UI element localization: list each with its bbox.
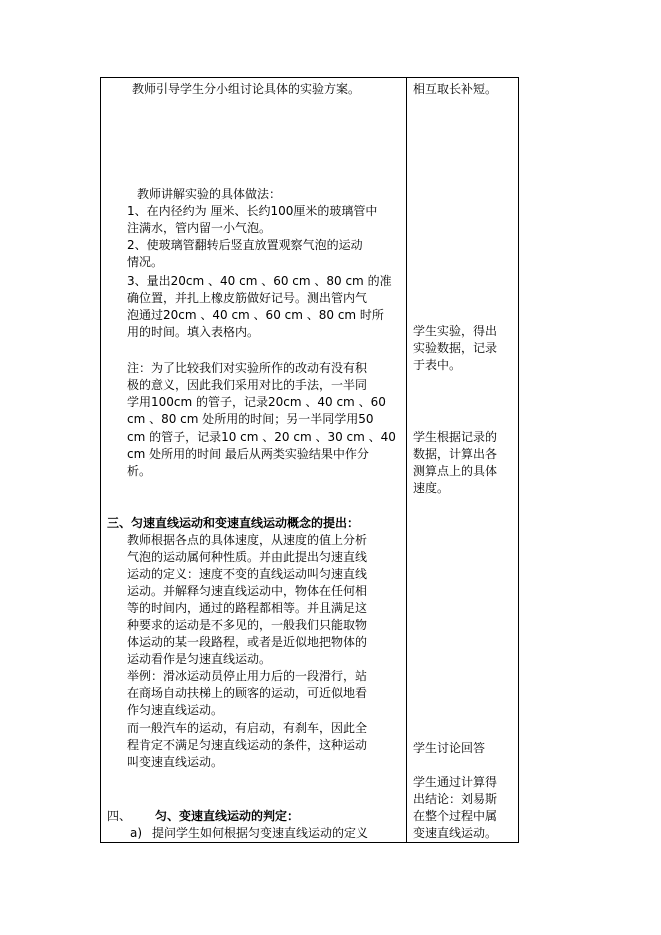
section-4-item-text: 提问学生如何根据匀变速直线运动的定义 [152,826,369,840]
method-line: 泡通过20cm 、40 cm 、60 cm 、80 cm 时所 [127,308,384,322]
method-line: 情况。 [127,255,164,269]
right-response-5-line: 变速直线运动。 [413,826,498,840]
method-line: 用的时间。填入表格内。 [127,325,260,339]
section-3-line: 气泡的运动属何种性质。并由此提出匀速直线 [127,550,368,564]
section-3-line: 教师根据各点的具体速度，从速度的值上分析 [127,533,368,547]
right-response-2-line: 于表中。 [413,358,462,372]
method-heading: 教师讲解实验的具体做法： [137,187,282,201]
right-response-3-line: 速度。 [413,481,450,495]
note-line: 学用100cm 的管子，记录20cm 、40 cm 、60 [127,395,386,409]
column-divider [406,77,407,843]
right-response-2-line: 学生实验，得出 [413,324,498,338]
right-response-3-line: 测算点上的具体 [413,464,498,478]
note-line: cm 的管子，记录10 cm 、20 cm 、30 cm 、40 [127,430,396,444]
right-response-2-line: 实验数据，记录 [413,341,498,355]
method-line: 3、量出20cm 、40 cm 、60 cm 、80 cm 的准 [127,274,392,288]
note-line: cm 、80 cm 处所用的时间；另一半同学用50 [127,412,374,426]
section-4-item-marker: a) [130,826,143,840]
section-3-line: 种要求的运动是不多见的，一般我们只能取物 [127,618,368,632]
section-3-heading: 三、匀速直线运动和变速直线运动概念的提出： [107,516,360,530]
section-3-line: 程肯定不满足匀速直线运动的条件，这种运动 [127,738,368,752]
note-line: 极的意义，因此我们采用对比的手法，一半同 [127,378,368,392]
note-line: 析。 [127,464,152,478]
right-response-3-line: 数据，计算出各 [413,447,498,461]
section-3-line: 叫变速直线运动。 [127,755,224,769]
method-line: 确位置，并扎上橡皮筋做好记号。测出管内气 [127,291,368,305]
method-line: 1、在内径约为 厘米、长约100厘米的玻璃管中 [127,204,378,218]
section-3-line: 在商场自动扶梯上的顾客的运动，可近似地看 [127,686,368,700]
section-3-line: 作匀速直线运动。 [127,703,224,717]
method-line: 注满水，管内留一小气泡。 [127,221,272,235]
section-4-heading: 匀、变速直线运动的判定： [155,809,300,823]
note-line: 注：为了比较我们对实验所作的改动有没有积 [127,361,368,375]
right-response-5-line: 出结论：刘易斯 [413,792,498,806]
section-3-line: 运动的定义：速度不变的直线运动叫匀速直线 [127,567,368,581]
section-3-line: 运动看作是匀速直线运动。 [127,652,272,666]
section-3-line: 而一般汽车的运动，有启动，有刹车，因此全 [127,721,368,735]
note-line: cm 处所用的时间 最后从两类实验结果中作分 [127,447,369,461]
right-response-1: 相互取长补短。 [413,82,498,96]
method-line: 2、使玻璃管翻转后竖直放置观察气泡的运动 [127,238,363,252]
right-response-4: 学生讨论回答 [413,741,486,755]
right-response-5-line: 学生通过计算得 [413,775,498,789]
section-4-number: 四、 [107,809,132,823]
right-response-3-line: 学生根据记录的 [413,430,498,444]
section-3-line: 等的时间内，通过的路程都相等。并且满足这 [127,601,368,615]
right-response-5-line: 在整个过程中属 [413,809,498,823]
section-3-line: 运动。并解释匀速直线运动中，物体在任何相 [127,584,368,598]
intro-text: 教师引导学生分小组讨论具体的实验方案。 [132,82,361,96]
section-3-line: 体运动的某一段路程，或者是近似地把物体的 [127,635,368,649]
section-3-line: 举例：滑冰运动员停止用力后的一段滑行，站 [127,669,368,683]
